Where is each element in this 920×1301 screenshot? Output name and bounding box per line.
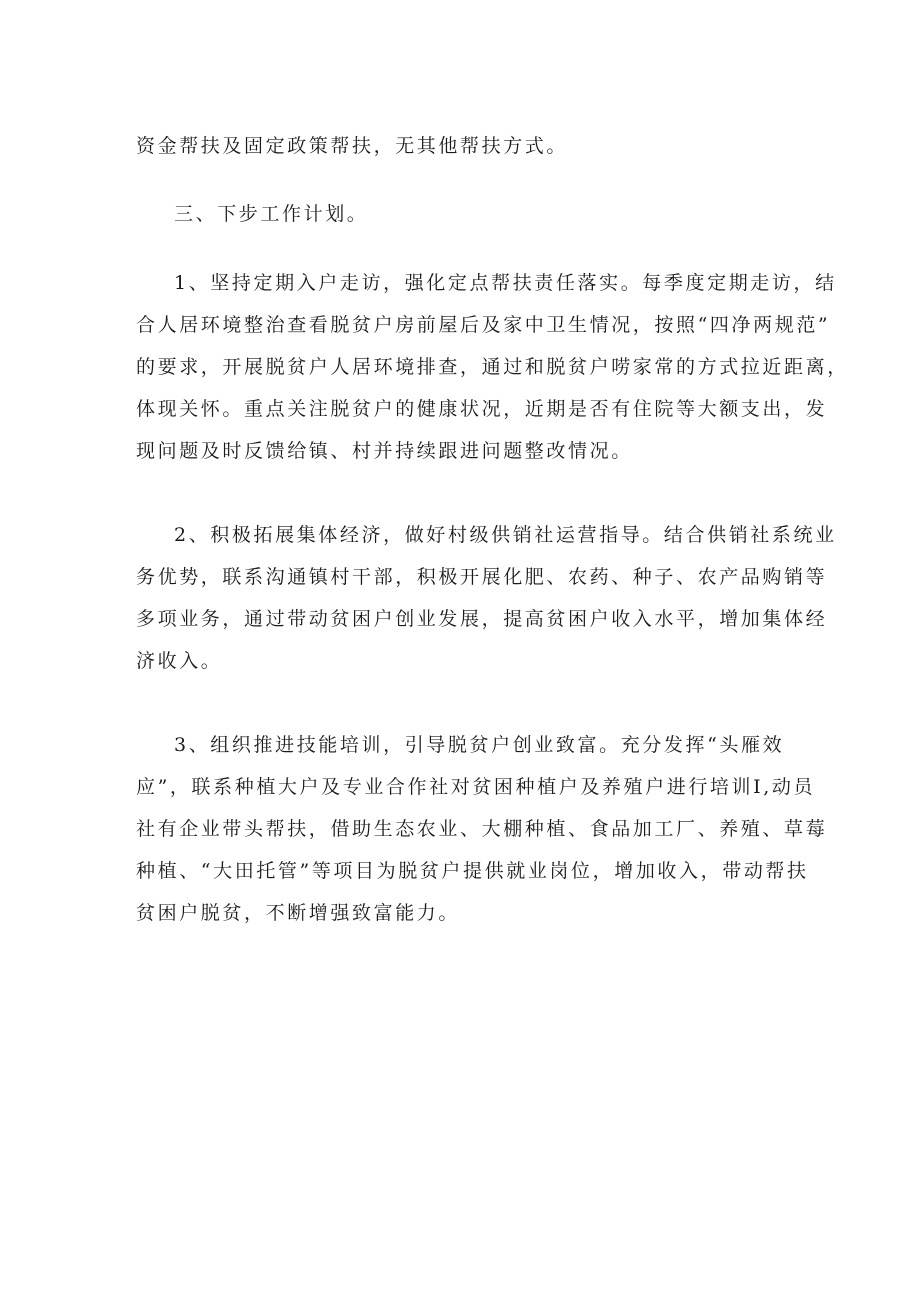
paragraph-item-2 [136,514,837,682]
section-heading-next-steps [136,193,786,235]
text-line: 合人居环境整治查看脱贫户房前屋后及家中卫生情况，按照“四净两规范” [136,314,831,336]
text-line: 务优势，联系沟通镇村干部，积极开展化肥、农药、种子、农产品购销等 [136,566,828,588]
text-line: 3、组织推进技能培训，引导脱贫户创业致富。充分发挥“头雁效 [174,734,785,756]
text-line: 的要求，开展脱贫户人居环境排查，通过和脱贫户唠家常的方式拉近距离， [136,356,849,378]
text-line: 现问题及时反馈给镇、村并持续跟进问题整改情况。 [136,440,633,462]
text-line: 济收入。 [136,650,223,672]
text-line: 资金帮扶及固定政策帮扶，无其他帮扶方式。 [136,135,569,157]
text-line: 贫困户脱贫，不断增强致富能力。 [136,902,461,924]
text-line: 多项业务，通过带动贫困户创业发展，提高贫困户收入水平，增加集体经 [136,608,828,630]
paragraph-continuation [136,125,786,167]
text-line: 2、积极拓展集体经济，做好村级供销社运营指导。结合供销社系统业 [174,524,837,546]
text-line: 体现关怀。重点关注脱贫户的健康状况，近期是否有住院等大额支出，发 [136,398,828,420]
text-line: 种植、“大田托管”等项目为脱贫户提供就业岗位，增加收入，带动帮扶 [136,860,809,882]
text-line: 1、坚持定期入户走访，强化定点帮扶责任落实。每季度定期走访，结 [174,272,837,294]
text-line: 社有企业带头帮扶，借助生态农业、大棚种植、食品加工厂、养殖、草莓 [136,818,828,840]
paragraph-item-3 [136,724,828,934]
text-line: 应”，联系种植大户及专业合作社对贫困种植户及养殖户进行培训I,动员 [136,776,816,798]
text-line: 三、下步工作计划。 [174,203,369,225]
paragraph-item-1 [136,262,849,472]
